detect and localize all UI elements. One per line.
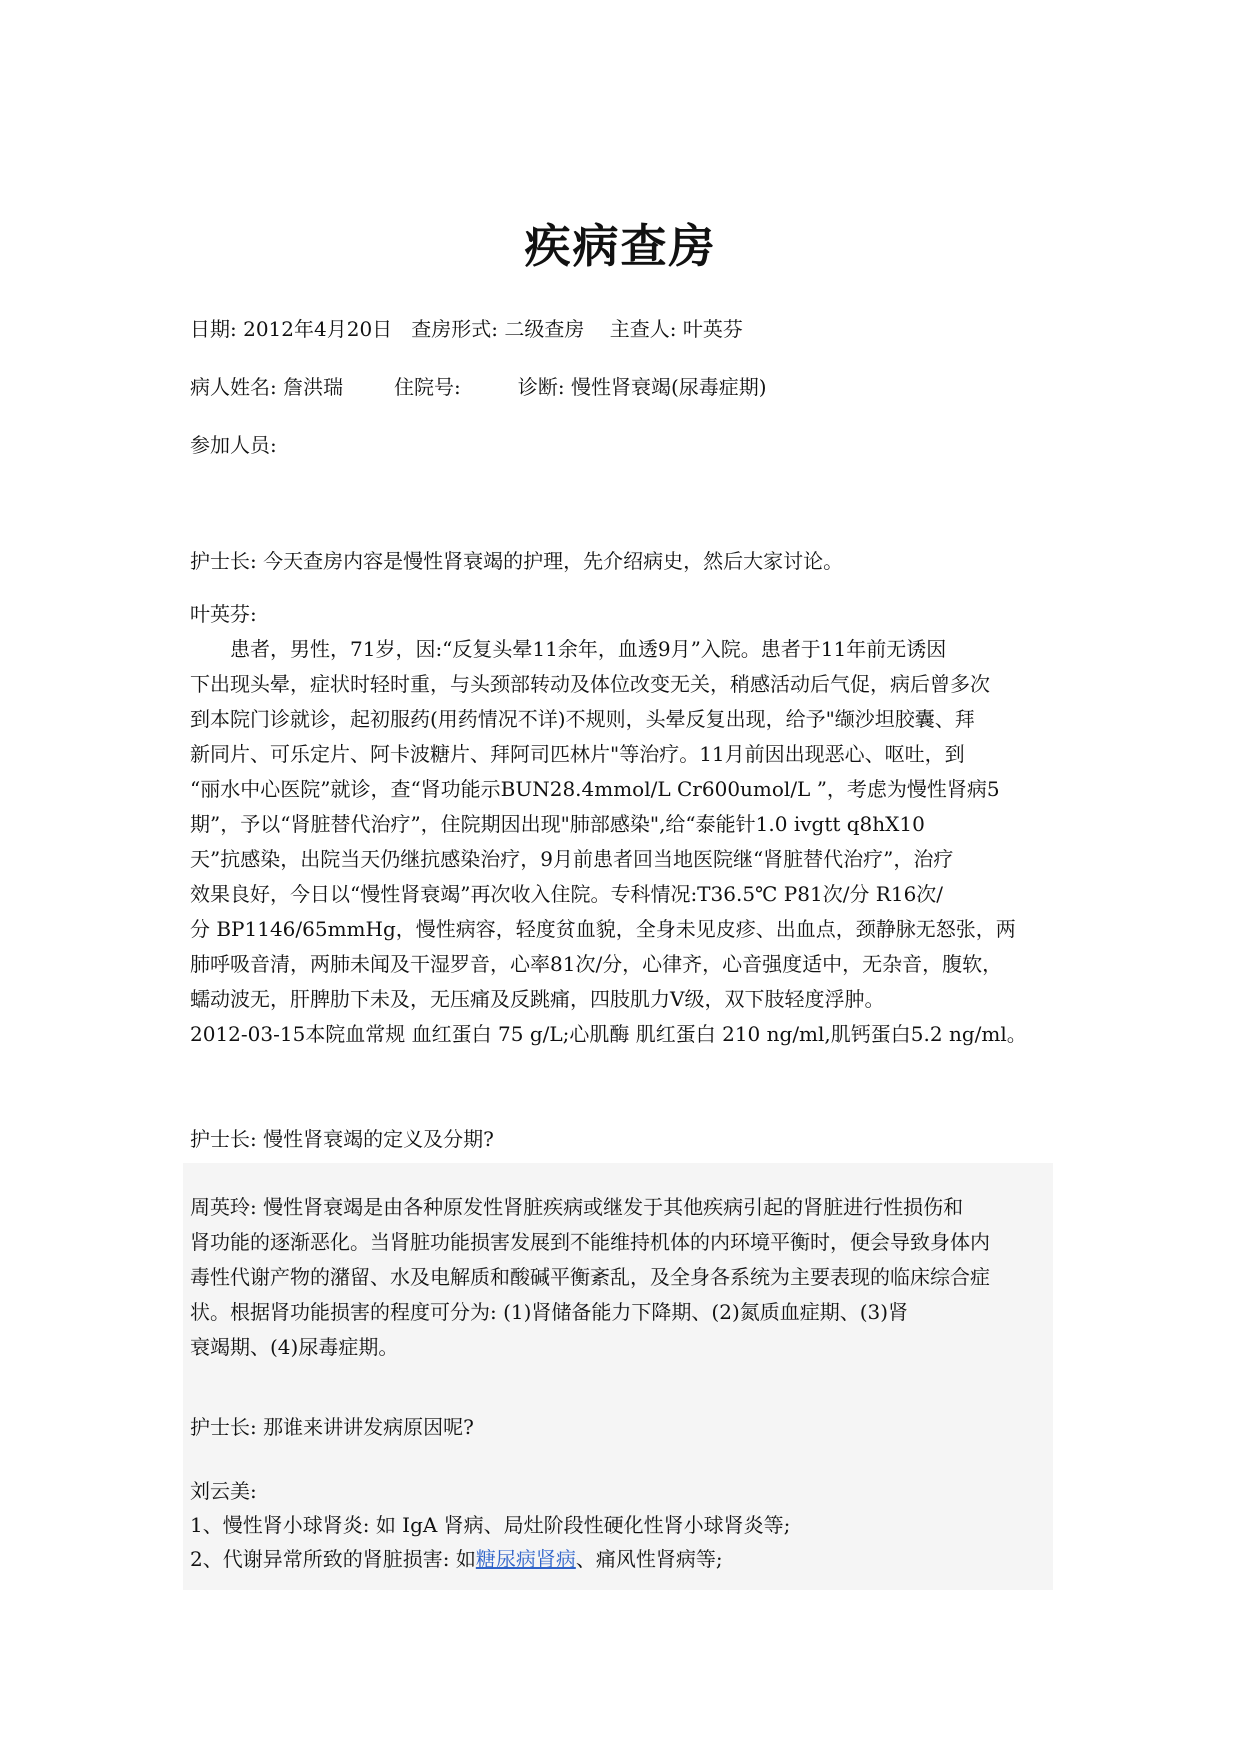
page-title: 疾病查房: [524, 219, 717, 273]
history-line: 2012-03-15本院血常规 血红蛋白 75 g/L;心肌酶 肌红蛋白 210 ng/ml,肌钙蛋白5.2 ng/ml。: [190, 1022, 1027, 1046]
history-line: 下出现头晕，症状时轻时重，与头颈部转动及体位改变无关，稍感活动后气促，病后曾多次: [190, 672, 990, 696]
cause-item-suffix: 、痛风性肾病等;: [575, 1547, 723, 1571]
head-nurse-question-1: 护士长: 今天查房内容是慢性肾衰竭的护理，先介绍病史，然后大家讨论。: [190, 549, 844, 573]
history-line: 患者，男性，71岁，因:“反复头晕11余年，血透9月”入院。患者于11年前无诱因: [230, 637, 947, 661]
cause-item: 1、慢性肾小球肾炎: 如 IgA 肾病、局灶阶段性硬化性肾小球肾炎等;: [190, 1513, 791, 1537]
head-nurse-question-2: 护士长: 慢性肾衰竭的定义及分期?: [190, 1127, 494, 1151]
medical-history: [190, 597, 1060, 1052]
history-line: “丽水中心医院”就诊，查“肾功能示BUN28.4mmol/L Cr600umol/L ”，考虑为慢性肾病5: [190, 777, 1000, 801]
speaker-name: 刘云美:: [190, 1479, 257, 1503]
history-line: 天”抗感染，出院当天仍继抗感染治疗，9月前患者回当地医院继“肾脏替代治疗”，治疗: [190, 847, 954, 871]
header-participants-line: 参加人员:: [190, 433, 277, 457]
answer-line: 毒性代谢产物的潴留、水及电解质和酸碱平衡紊乱，及全身各系统为主要表现的临床综合症: [190, 1265, 990, 1289]
history-line: 期”，予以“肾脏替代治疗”，住院期因出现"肺部感染",给“泰能针1.0 ivgtt q8hX10: [190, 812, 925, 836]
history-line: 蠕动波无，肝脾肋下未及，无压痛及反跳痛，四肢肌力V级，双下肢轻度浮肿。: [190, 987, 885, 1011]
history-line: 到本院门诊就诊，起初服药(用药情况不详)不规则，头晕反复出现，给予"缬沙坦胶囊、拜: [190, 707, 975, 731]
history-line: 效果良好，今日以“慢性肾衰竭”再次收入住院。专科情况:T36.5℃ P81次/分 R16次/: [190, 882, 944, 906]
history-line: 新同片、可乐定片、阿卡波糖片、拜阿司匹林片"等治疗。11月前因出现恶心、呕吐，到: [190, 742, 965, 766]
header-patient-line: 病人姓名: 詹洪瑞 住院号: 诊断: 慢性肾衰竭(尿毒症期): [190, 375, 767, 399]
answer-line: 肾功能的逐渐恶化。当肾脏功能损害发展到不能维持机体的内环境平衡时，便会导致身体内: [190, 1230, 990, 1254]
cause-item: [190, 1543, 723, 1572]
head-nurse-question-3: 护士长: 那谁来讲讲发病原因呢?: [190, 1415, 474, 1439]
speaker-name: 叶英芬:: [190, 602, 257, 626]
cause-item-prefix: 2、代谢异常所致的肾脏损害: 如: [190, 1547, 476, 1571]
answer-line: 衰竭期、(4)尿毒症期。: [190, 1335, 399, 1359]
answer-line: 状。根据肾功能损害的程度可分为: (1)肾储备能力下降期、(2)氮质血症期、(3)肾: [190, 1300, 909, 1324]
diabetic-nephropathy-link[interactable]: 糖尿病肾病: [475, 1547, 576, 1571]
answer-line: 周英玲: 慢性肾衰竭是由各种原发性肾脏疾病或继发于其他疾病引起的肾脏进行性损伤和: [190, 1195, 964, 1219]
answer-definition: [190, 1190, 1058, 1365]
history-line: 分 BP1146/65mmHg，慢性病容，轻度贫血貌，全身未见皮疹、出血点，颈静脉无怒张，两: [190, 917, 1016, 941]
history-line: 肺呼吸音清，两肺未闻及干湿罗音，心率81次/分，心律齐，心音强度适中，无杂音，腹软，: [190, 952, 1003, 976]
header-date-line: 日期: 2012年4月20日 查房形式: 二级查房 主查人: 叶英芬: [190, 317, 743, 341]
